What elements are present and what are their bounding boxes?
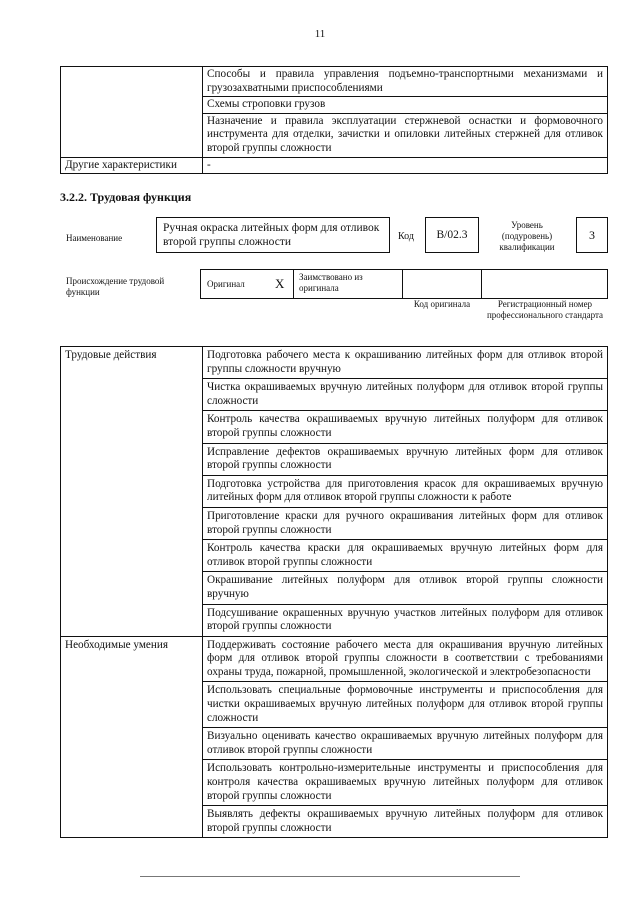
blank-cell xyxy=(61,540,203,572)
required-skills-item: Использовать специальные формовочные инструменты и приспособления для чистки окрашиваемых вручную литейных полуформ для отливок второй группы сложности xyxy=(203,682,608,728)
labor-actions-item: Окрашивание литейных полуформ для отливок второй группы сложности вручную xyxy=(203,572,608,604)
table-row xyxy=(61,113,608,157)
table-row xyxy=(61,97,608,114)
required-skills-item: Выявлять дефекты окрашиваемых вручную литейных полуформ для отливок второй группы сложности xyxy=(203,806,608,838)
table-row xyxy=(61,572,608,604)
blank-cell xyxy=(61,507,203,539)
blank-cell xyxy=(61,572,203,604)
blank-cell xyxy=(61,443,203,475)
table-row xyxy=(61,540,608,572)
blank-cell xyxy=(61,806,203,838)
required-skills-label: Необходимые умения xyxy=(61,636,203,682)
other-characteristics-value: - xyxy=(203,157,608,174)
blank-cell xyxy=(61,604,203,636)
labor-actions-item: Исправление дефектов окрашиваемых вручную литейных форм для отливок второй группы сложности xyxy=(203,443,608,475)
function-name-value: Ручная окраска литейных форм для отливок второй группы сложности xyxy=(163,222,380,248)
origin-original-label: Оригинал xyxy=(207,279,245,289)
bottom-rule xyxy=(140,876,520,877)
table-row xyxy=(61,604,608,636)
required-skills-item: Визуально оценивать качество окрашиваемых вручную литейных полуформ для отливок второй группы сложности xyxy=(203,728,608,760)
level-value: 3 xyxy=(589,228,595,242)
origin-reg-number-box xyxy=(481,269,608,299)
table-row xyxy=(61,806,608,838)
requirement-cell: Назначение и правила эксплуатации стержневой оснастки и формовочного инструмента для отделки, зачистки и опиловки литейных стержней для отливок второй группы сложности xyxy=(203,113,608,157)
blank-cell xyxy=(61,682,203,728)
table-row xyxy=(61,475,608,507)
labor-function-table xyxy=(60,346,608,838)
labor-actions-item: Приготовление краски для ручного окрашивания литейных форм для отливок второй группы сложности xyxy=(203,507,608,539)
blank-cell xyxy=(61,728,203,760)
section-heading: 3.2.2. Трудовая функция xyxy=(60,190,192,204)
other-characteristics-label: Другие характеристики xyxy=(61,157,203,174)
level-label: Уровень (подуровень) квалификации xyxy=(499,220,555,252)
blank-cell xyxy=(61,411,203,443)
blank-cell xyxy=(61,97,203,114)
table-row xyxy=(61,728,608,760)
code-box xyxy=(425,217,479,253)
function-name-box xyxy=(156,217,390,253)
labor-actions-item: Подсушивание окрашенных вручную участков литейных полуформ для отливок второй группы сложности xyxy=(203,604,608,636)
labor-actions-item: Подготовка устройства для приготовления красок для окрашиваемых вручную литейных форм для отливок второй группы сложности к работе xyxy=(203,475,608,507)
origin-code-box xyxy=(402,269,482,299)
blank-cell xyxy=(61,67,203,97)
table-row xyxy=(61,507,608,539)
table-row xyxy=(61,443,608,475)
origin-mark: X xyxy=(275,276,285,291)
labor-actions-item: Контроль качества краски для окрашиваемых вручную литейных форм для отливок второй группы сложности xyxy=(203,540,608,572)
labor-actions-item: Подготовка рабочего места к окрашиванию литейных форм для отливок второй группы сложности вручную xyxy=(203,347,608,379)
table-row xyxy=(61,67,608,97)
continued-requirements-table xyxy=(60,66,608,174)
name-label: Наименование xyxy=(66,233,123,243)
table-row xyxy=(61,157,608,174)
page-number: 11 xyxy=(314,28,326,40)
required-skills-item: Поддерживать состояние рабочего места для окрашивания вручную литейных форм для отливок второй группы сложности в соответствии с требованиями охраны труда, пожарной, промышленной, экологической и электробезопасности xyxy=(203,636,608,682)
requirement-cell: Схемы строповки грузов xyxy=(203,97,608,114)
table-row xyxy=(61,411,608,443)
labor-actions-item: Чистка окрашиваемых вручную литейных полуформ для отливок второй группы сложности xyxy=(203,379,608,411)
origin-label: Происхождение трудовой функции xyxy=(66,276,165,297)
origin-original-box xyxy=(200,269,294,299)
table-row xyxy=(61,636,608,682)
blank-cell xyxy=(61,760,203,806)
table-row xyxy=(61,682,608,728)
blank-cell xyxy=(61,379,203,411)
labor-actions-label: Трудовые действия xyxy=(61,347,203,379)
origin-borrowed-label: Заимствовано из оригинала xyxy=(299,272,363,293)
required-skills-item: Использовать контрольно-измерительные инструменты и приспособления для контроля качества окрашиваемых вручную литейных полуформ для отливок второй группы сложности xyxy=(203,760,608,806)
blank-cell xyxy=(61,475,203,507)
origin-code-caption: Код оригинала xyxy=(413,299,471,309)
code-value: B/02.3 xyxy=(436,229,468,241)
requirement-cell: Способы и правила управления подъемно-транспортными механизмами и грузозахватными приспособлениями xyxy=(203,67,608,97)
table-row xyxy=(61,760,608,806)
level-box xyxy=(576,217,608,253)
origin-borrowed-box xyxy=(293,269,403,299)
table-row xyxy=(61,347,608,379)
table-row xyxy=(61,379,608,411)
origin-reg-caption: Регистрационный номер профессионального стандарта xyxy=(486,299,604,320)
code-label: Код xyxy=(398,231,414,242)
labor-actions-item: Контроль качества окрашиваемых вручную литейных полуформ для отливок второй группы сложности xyxy=(203,411,608,443)
blank-cell xyxy=(61,113,203,157)
